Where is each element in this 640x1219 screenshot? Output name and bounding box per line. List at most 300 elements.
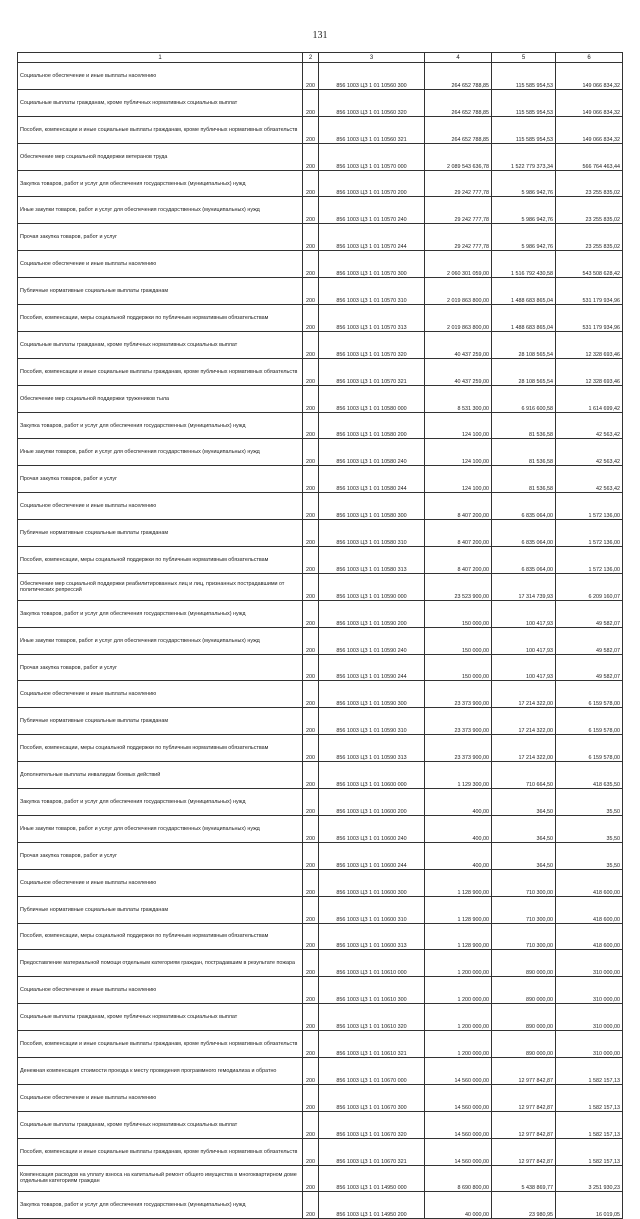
table-row bbox=[18, 1192, 623, 1219]
row-description: Социальные выплаты гражданам, кроме публичных нормативных социальных выплат bbox=[18, 1111, 303, 1138]
row-description: Компенсация расходов на уплату взноса на капитальный ремонт общего имущества в многоквартирном доме отдельным категориям граждан bbox=[18, 1165, 303, 1192]
budget-classification-code: 856 1003 ЦЗ 1 01 10610 320 bbox=[319, 1004, 425, 1031]
table-row bbox=[18, 762, 623, 789]
row-code: 200 bbox=[303, 143, 319, 170]
approved-amount: 124 100,00 bbox=[425, 412, 492, 439]
row-description: Прочая закупка товаров, работ и услуг bbox=[18, 466, 303, 493]
executed-amount: 23 980,95 bbox=[492, 1192, 556, 1219]
row-description: Закупка товаров, работ и услуг для обеспечения государственных (муниципальных) нужд bbox=[18, 170, 303, 197]
row-description: Обеспечение мер социальной поддержки ветеранов труда bbox=[18, 143, 303, 170]
row-description: Пособия, компенсации, меры социальной поддержки по публичным нормативным обязательствам bbox=[18, 305, 303, 332]
unexecuted-amount: 418 635,50 bbox=[556, 762, 623, 789]
row-code: 200 bbox=[303, 439, 319, 466]
unexecuted-amount: 42 563,42 bbox=[556, 466, 623, 493]
unexecuted-amount: 1 582 157,13 bbox=[556, 1057, 623, 1084]
budget-classification-code: 856 1003 ЦЗ 1 01 10570 313 bbox=[319, 305, 425, 332]
executed-amount: 1 488 683 865,04 bbox=[492, 305, 556, 332]
approved-amount: 29 242 777,78 bbox=[425, 170, 492, 197]
unexecuted-amount: 1 614 699,42 bbox=[556, 385, 623, 412]
row-description: Иные закупки товаров, работ и услуг для обеспечения государственных (муниципальных) нужд bbox=[18, 815, 303, 842]
budget-classification-code: 856 1003 ЦЗ 1 01 10600 300 bbox=[319, 869, 425, 896]
row-description: Пособия, компенсации, меры социальной поддержки по публичным нормативным обязательствам bbox=[18, 923, 303, 950]
row-code: 200 bbox=[303, 224, 319, 251]
header-cell-4: 4 bbox=[425, 53, 492, 63]
row-code: 200 bbox=[303, 1111, 319, 1138]
row-description: Социальные выплаты гражданам, кроме публичных нормативных социальных выплат bbox=[18, 331, 303, 358]
approved-amount: 8 407 200,00 bbox=[425, 547, 492, 574]
row-description: Закупка товаров, работ и услуг для обеспечения государственных (муниципальных) нужд bbox=[18, 600, 303, 627]
row-code: 200 bbox=[303, 735, 319, 762]
approved-amount: 264 652 788,85 bbox=[425, 63, 492, 90]
budget-classification-code: 856 1003 ЦЗ 1 01 10590 313 bbox=[319, 735, 425, 762]
row-description: Социальное обеспечение и иные выплаты населению bbox=[18, 63, 303, 90]
executed-amount: 5 438 869,77 bbox=[492, 1165, 556, 1192]
unexecuted-amount: 310 000,00 bbox=[556, 1031, 623, 1058]
table-row bbox=[18, 63, 623, 90]
row-code: 200 bbox=[303, 681, 319, 708]
table-row bbox=[18, 251, 623, 278]
executed-amount: 1 516 792 430,58 bbox=[492, 251, 556, 278]
row-code: 200 bbox=[303, 896, 319, 923]
row-description: Пособия, компенсации, меры социальной поддержки по публичным нормативным обязательствам bbox=[18, 547, 303, 574]
approved-amount: 1 200 000,00 bbox=[425, 950, 492, 977]
budget-classification-code: 856 1003 ЦЗ 1 01 10580 200 bbox=[319, 412, 425, 439]
approved-amount: 8 531 300,00 bbox=[425, 385, 492, 412]
unexecuted-amount: 1 582 157,13 bbox=[556, 1084, 623, 1111]
executed-amount: 364,50 bbox=[492, 815, 556, 842]
budget-classification-code: 856 1003 ЦЗ 1 01 10590 310 bbox=[319, 708, 425, 735]
approved-amount: 8 407 200,00 bbox=[425, 520, 492, 547]
table-row bbox=[18, 627, 623, 654]
unexecuted-amount: 1 572 136,00 bbox=[556, 520, 623, 547]
budget-classification-code: 856 1003 ЦЗ 1 01 10600 244 bbox=[319, 842, 425, 869]
approved-amount: 40 000,00 bbox=[425, 1192, 492, 1219]
approved-amount: 1 128 900,00 bbox=[425, 923, 492, 950]
budget-classification-code: 856 1003 ЦЗ 1 01 10580 000 bbox=[319, 385, 425, 412]
approved-amount: 1 200 000,00 bbox=[425, 1031, 492, 1058]
row-description: Закупка товаров, работ и услуг для обеспечения государственных (муниципальных) нужд bbox=[18, 789, 303, 816]
budget-classification-code: 856 1003 ЦЗ 1 01 10600 313 bbox=[319, 923, 425, 950]
unexecuted-amount: 35,50 bbox=[556, 842, 623, 869]
unexecuted-amount: 16 019,05 bbox=[556, 1192, 623, 1219]
row-code: 200 bbox=[303, 573, 319, 600]
budget-classification-code: 856 1003 ЦЗ 1 01 10670 321 bbox=[319, 1138, 425, 1165]
budget-classification-code: 856 1003 ЦЗ 1 01 10570 321 bbox=[319, 358, 425, 385]
budget-classification-code: 856 1003 ЦЗ 1 01 10590 000 bbox=[319, 573, 425, 600]
executed-amount: 28 108 565,54 bbox=[492, 331, 556, 358]
approved-amount: 23 373 900,00 bbox=[425, 681, 492, 708]
table-row bbox=[18, 896, 623, 923]
row-code: 200 bbox=[303, 547, 319, 574]
approved-amount: 40 437 259,00 bbox=[425, 358, 492, 385]
row-code: 200 bbox=[303, 170, 319, 197]
row-description: Иные закупки товаров, работ и услуг для обеспечения государственных (муниципальных) нужд bbox=[18, 627, 303, 654]
row-code: 200 bbox=[303, 789, 319, 816]
row-description: Пособия, компенсации и иные социальные выплаты гражданам, кроме публичных нормативных обязательств bbox=[18, 1138, 303, 1165]
budget-classification-code: 856 1003 ЦЗ 1 01 10570 200 bbox=[319, 170, 425, 197]
approved-amount: 1 200 000,00 bbox=[425, 1004, 492, 1031]
budget-classification-code: 856 1003 ЦЗ 1 01 10580 300 bbox=[319, 493, 425, 520]
executed-amount: 1 522 779 373,34 bbox=[492, 143, 556, 170]
executed-amount: 100 417,93 bbox=[492, 600, 556, 627]
unexecuted-amount: 3 251 930,23 bbox=[556, 1165, 623, 1192]
budget-classification-code: 856 1003 ЦЗ 1 01 10670 320 bbox=[319, 1111, 425, 1138]
row-code: 200 bbox=[303, 520, 319, 547]
unexecuted-amount: 418 600,00 bbox=[556, 869, 623, 896]
unexecuted-amount: 418 600,00 bbox=[556, 923, 623, 950]
table-row bbox=[18, 89, 623, 116]
row-description: Пособия, компенсации и иные социальные выплаты гражданам, кроме публичных нормативных обязательств bbox=[18, 358, 303, 385]
executed-amount: 12 977 842,87 bbox=[492, 1057, 556, 1084]
unexecuted-amount: 23 255 835,02 bbox=[556, 197, 623, 224]
table-row bbox=[18, 600, 623, 627]
row-code: 200 bbox=[303, 305, 319, 332]
row-description: Иные закупки товаров, работ и услуг для обеспечения государственных (муниципальных) нужд bbox=[18, 197, 303, 224]
table-row bbox=[18, 1084, 623, 1111]
row-code: 200 bbox=[303, 762, 319, 789]
approved-amount: 23 373 900,00 bbox=[425, 708, 492, 735]
approved-amount: 400,00 bbox=[425, 789, 492, 816]
row-code: 200 bbox=[303, 1004, 319, 1031]
row-code: 200 bbox=[303, 412, 319, 439]
budget-classification-code: 856 1003 ЦЗ 1 01 10590 244 bbox=[319, 654, 425, 681]
table-body bbox=[18, 63, 623, 1219]
unexecuted-amount: 1 582 157,13 bbox=[556, 1138, 623, 1165]
approved-amount: 23 523 900,00 bbox=[425, 573, 492, 600]
table-row bbox=[18, 547, 623, 574]
budget-classification-code: 856 1003 ЦЗ 1 01 10590 200 bbox=[319, 600, 425, 627]
executed-amount: 710 664,50 bbox=[492, 762, 556, 789]
approved-amount: 29 242 777,78 bbox=[425, 197, 492, 224]
row-description: Закупка товаров, работ и услуг для обеспечения государственных (муниципальных) нужд bbox=[18, 412, 303, 439]
approved-amount: 1 129 300,00 bbox=[425, 762, 492, 789]
table-row bbox=[18, 143, 623, 170]
table-row bbox=[18, 116, 623, 143]
table-row bbox=[18, 869, 623, 896]
approved-amount: 14 560 000,00 bbox=[425, 1111, 492, 1138]
approved-amount: 400,00 bbox=[425, 842, 492, 869]
row-description: Денежная компенсация стоимости проезда к месту проведения программного гемодиализа и обратно bbox=[18, 1057, 303, 1084]
executed-amount: 890 000,00 bbox=[492, 977, 556, 1004]
executed-amount: 12 977 842,87 bbox=[492, 1111, 556, 1138]
table-row bbox=[18, 815, 623, 842]
row-code: 200 bbox=[303, 331, 319, 358]
approved-amount: 1 200 000,00 bbox=[425, 977, 492, 1004]
table-row bbox=[18, 977, 623, 1004]
table-row bbox=[18, 735, 623, 762]
executed-amount: 17 214 322,00 bbox=[492, 681, 556, 708]
unexecuted-amount: 566 764 463,44 bbox=[556, 143, 623, 170]
executed-amount: 710 300,00 bbox=[492, 896, 556, 923]
page-number: 131 bbox=[312, 30, 328, 41]
budget-classification-code: 856 1003 ЦЗ 1 01 10580 310 bbox=[319, 520, 425, 547]
approved-amount: 124 100,00 bbox=[425, 439, 492, 466]
approved-amount: 40 437 259,00 bbox=[425, 331, 492, 358]
unexecuted-amount: 149 066 834,32 bbox=[556, 89, 623, 116]
unexecuted-amount: 6 159 578,00 bbox=[556, 735, 623, 762]
row-code: 200 bbox=[303, 708, 319, 735]
approved-amount: 150 000,00 bbox=[425, 627, 492, 654]
approved-amount: 400,00 bbox=[425, 815, 492, 842]
executed-amount: 710 300,00 bbox=[492, 869, 556, 896]
unexecuted-amount: 23 255 835,02 bbox=[556, 170, 623, 197]
row-code: 200 bbox=[303, 1165, 319, 1192]
row-code: 200 bbox=[303, 627, 319, 654]
table-row bbox=[18, 573, 623, 600]
executed-amount: 115 585 954,53 bbox=[492, 116, 556, 143]
budget-classification-code: 856 1003 ЦЗ 1 01 10610 321 bbox=[319, 1031, 425, 1058]
table-row bbox=[18, 1111, 623, 1138]
unexecuted-amount: 418 600,00 bbox=[556, 896, 623, 923]
row-code: 200 bbox=[303, 251, 319, 278]
row-description: Социальное обеспечение и иные выплаты населению bbox=[18, 493, 303, 520]
executed-amount: 12 977 842,87 bbox=[492, 1138, 556, 1165]
approved-amount: 1 128 900,00 bbox=[425, 896, 492, 923]
unexecuted-amount: 49 582,07 bbox=[556, 600, 623, 627]
row-description: Публичные нормативные социальные выплаты гражданам bbox=[18, 520, 303, 547]
table-row bbox=[18, 708, 623, 735]
table-row bbox=[18, 331, 623, 358]
approved-amount: 2 060 301 059,00 bbox=[425, 251, 492, 278]
row-code: 200 bbox=[303, 1031, 319, 1058]
budget-classification-code: 856 1003 ЦЗ 1 01 10600 310 bbox=[319, 896, 425, 923]
row-code: 200 bbox=[303, 977, 319, 1004]
executed-amount: 710 300,00 bbox=[492, 923, 556, 950]
row-code: 200 bbox=[303, 950, 319, 977]
unexecuted-amount: 543 508 628,42 bbox=[556, 251, 623, 278]
row-description: Иные закупки товаров, работ и услуг для обеспечения государственных (муниципальных) нужд bbox=[18, 439, 303, 466]
table-row bbox=[18, 681, 623, 708]
table-row bbox=[18, 1004, 623, 1031]
table-row bbox=[18, 278, 623, 305]
approved-amount: 2 019 863 800,00 bbox=[425, 278, 492, 305]
budget-classification-code: 856 1003 ЦЗ 1 01 10600 000 bbox=[319, 762, 425, 789]
unexecuted-amount: 12 328 693,46 bbox=[556, 358, 623, 385]
table-row bbox=[18, 923, 623, 950]
unexecuted-amount: 42 563,42 bbox=[556, 439, 623, 466]
table-row bbox=[18, 1165, 623, 1192]
table-row bbox=[18, 170, 623, 197]
header-cell-5: 5 bbox=[492, 53, 556, 63]
row-description: Закупка товаров, работ и услуг для обеспечения государственных (муниципальных) нужд bbox=[18, 1192, 303, 1219]
executed-amount: 6 916 600,58 bbox=[492, 385, 556, 412]
row-description: Социальное обеспечение и иные выплаты населению bbox=[18, 977, 303, 1004]
row-description: Социальное обеспечение и иные выплаты населению bbox=[18, 251, 303, 278]
unexecuted-amount: 6 159 578,00 bbox=[556, 681, 623, 708]
header-cell-6: 6 bbox=[556, 53, 623, 63]
executed-amount: 115 585 954,53 bbox=[492, 89, 556, 116]
executed-amount: 12 977 842,87 bbox=[492, 1084, 556, 1111]
executed-amount: 81 536,58 bbox=[492, 412, 556, 439]
table-row bbox=[18, 842, 623, 869]
budget-classification-code: 856 1003 ЦЗ 1 01 10590 300 bbox=[319, 681, 425, 708]
unexecuted-amount: 310 000,00 bbox=[556, 950, 623, 977]
row-code: 200 bbox=[303, 923, 319, 950]
table-row bbox=[18, 789, 623, 816]
approved-amount: 1 128 900,00 bbox=[425, 869, 492, 896]
executed-amount: 890 000,00 bbox=[492, 1031, 556, 1058]
approved-amount: 150 000,00 bbox=[425, 600, 492, 627]
row-code: 200 bbox=[303, 385, 319, 412]
unexecuted-amount: 1 582 157,13 bbox=[556, 1111, 623, 1138]
row-code: 200 bbox=[303, 654, 319, 681]
table-row bbox=[18, 493, 623, 520]
unexecuted-amount: 35,50 bbox=[556, 789, 623, 816]
unexecuted-amount: 35,50 bbox=[556, 815, 623, 842]
row-description: Прочая закупка товаров, работ и услуг bbox=[18, 654, 303, 681]
executed-amount: 6 835 064,00 bbox=[492, 547, 556, 574]
table-row bbox=[18, 305, 623, 332]
row-code: 200 bbox=[303, 1084, 319, 1111]
executed-amount: 115 585 954,53 bbox=[492, 63, 556, 90]
row-code: 200 bbox=[303, 116, 319, 143]
row-code: 200 bbox=[303, 63, 319, 90]
executed-amount: 5 986 942,76 bbox=[492, 224, 556, 251]
unexecuted-amount: 6 159 578,00 bbox=[556, 708, 623, 735]
row-description: Публичные нормативные социальные выплаты гражданам bbox=[18, 278, 303, 305]
executed-amount: 81 536,58 bbox=[492, 466, 556, 493]
budget-classification-code: 856 1003 ЦЗ 1 01 14950 000 bbox=[319, 1165, 425, 1192]
unexecuted-amount: 310 000,00 bbox=[556, 1004, 623, 1031]
budget-classification-code: 856 1003 ЦЗ 1 01 10580 313 bbox=[319, 547, 425, 574]
table-row bbox=[18, 385, 623, 412]
row-code: 200 bbox=[303, 842, 319, 869]
executed-amount: 890 000,00 bbox=[492, 950, 556, 977]
unexecuted-amount: 531 179 934,96 bbox=[556, 305, 623, 332]
row-description: Обеспечение мер социальной поддержки реабилитированных лиц и лиц, признанных пострадавшими от политических репрессий bbox=[18, 573, 303, 600]
budget-classification-code: 856 1003 ЦЗ 1 01 10610 000 bbox=[319, 950, 425, 977]
row-code: 200 bbox=[303, 358, 319, 385]
budget-table bbox=[17, 52, 623, 1219]
row-description: Социальное обеспечение и иные выплаты населению bbox=[18, 869, 303, 896]
approved-amount: 2 089 543 636,78 bbox=[425, 143, 492, 170]
row-code: 200 bbox=[303, 197, 319, 224]
budget-classification-code: 856 1003 ЦЗ 1 01 10590 240 bbox=[319, 627, 425, 654]
executed-amount: 5 986 942,76 bbox=[492, 170, 556, 197]
approved-amount: 124 100,00 bbox=[425, 466, 492, 493]
row-code: 200 bbox=[303, 278, 319, 305]
table-row bbox=[18, 224, 623, 251]
row-description: Публичные нормативные социальные выплаты гражданам bbox=[18, 896, 303, 923]
row-code: 200 bbox=[303, 815, 319, 842]
row-description: Прочая закупка товаров, работ и услуг bbox=[18, 842, 303, 869]
approved-amount: 2 019 863 800,00 bbox=[425, 305, 492, 332]
executed-amount: 364,50 bbox=[492, 842, 556, 869]
budget-classification-code: 856 1003 ЦЗ 1 01 10570 320 bbox=[319, 331, 425, 358]
budget-classification-code: 856 1003 ЦЗ 1 01 10580 240 bbox=[319, 439, 425, 466]
executed-amount: 890 000,00 bbox=[492, 1004, 556, 1031]
unexecuted-amount: 149 066 834,32 bbox=[556, 63, 623, 90]
table-row bbox=[18, 358, 623, 385]
budget-classification-code: 856 1003 ЦЗ 1 01 10670 300 bbox=[319, 1084, 425, 1111]
budget-classification-code: 856 1003 ЦЗ 1 01 14950 200 bbox=[319, 1192, 425, 1219]
executed-amount: 6 835 064,00 bbox=[492, 493, 556, 520]
budget-classification-code: 856 1003 ЦЗ 1 01 10600 200 bbox=[319, 789, 425, 816]
row-description: Социальное обеспечение и иные выплаты населению bbox=[18, 1084, 303, 1111]
budget-classification-code: 856 1003 ЦЗ 1 01 10560 300 bbox=[319, 63, 425, 90]
unexecuted-amount: 49 582,07 bbox=[556, 654, 623, 681]
table-row bbox=[18, 520, 623, 547]
executed-amount: 5 986 942,76 bbox=[492, 197, 556, 224]
table-row bbox=[18, 412, 623, 439]
row-code: 200 bbox=[303, 1138, 319, 1165]
unexecuted-amount: 1 572 136,00 bbox=[556, 493, 623, 520]
table-row bbox=[18, 654, 623, 681]
row-description: Прочая закупка товаров, работ и услуг bbox=[18, 224, 303, 251]
table-row bbox=[18, 1138, 623, 1165]
row-code: 200 bbox=[303, 493, 319, 520]
table-row bbox=[18, 197, 623, 224]
executed-amount: 100 417,93 bbox=[492, 654, 556, 681]
budget-classification-code: 856 1003 ЦЗ 1 01 10570 310 bbox=[319, 278, 425, 305]
budget-classification-code: 856 1003 ЦЗ 1 01 10560 320 bbox=[319, 89, 425, 116]
header-cell-3: 3 bbox=[319, 53, 425, 63]
unexecuted-amount: 310 000,00 bbox=[556, 977, 623, 1004]
unexecuted-amount: 23 255 835,02 bbox=[556, 224, 623, 251]
budget-classification-code: 856 1003 ЦЗ 1 01 10560 321 bbox=[319, 116, 425, 143]
unexecuted-amount: 531 179 934,96 bbox=[556, 278, 623, 305]
unexecuted-amount: 42 563,42 bbox=[556, 412, 623, 439]
row-description: Предоставление материальной помощи отдельным категориям граждан, пострадавшим в результате пожара bbox=[18, 950, 303, 977]
unexecuted-amount: 12 328 693,46 bbox=[556, 331, 623, 358]
executed-amount: 17 214 322,00 bbox=[492, 735, 556, 762]
approved-amount: 23 373 900,00 bbox=[425, 735, 492, 762]
approved-amount: 14 560 000,00 bbox=[425, 1057, 492, 1084]
row-description: Публичные нормативные социальные выплаты гражданам bbox=[18, 708, 303, 735]
table-row bbox=[18, 466, 623, 493]
approved-amount: 14 560 000,00 bbox=[425, 1138, 492, 1165]
row-code: 200 bbox=[303, 1192, 319, 1219]
row-description: Пособия, компенсации и иные социальные выплаты гражданам, кроме публичных нормативных обязательств bbox=[18, 116, 303, 143]
unexecuted-amount: 49 582,07 bbox=[556, 627, 623, 654]
row-code: 200 bbox=[303, 869, 319, 896]
approved-amount: 8 690 800,00 bbox=[425, 1165, 492, 1192]
row-code: 200 bbox=[303, 600, 319, 627]
row-code: 200 bbox=[303, 89, 319, 116]
approved-amount: 264 652 788,85 bbox=[425, 89, 492, 116]
row-description: Пособия, компенсации и иные социальные выплаты гражданам, кроме публичных нормативных обязательств bbox=[18, 1031, 303, 1058]
budget-classification-code: 856 1003 ЦЗ 1 01 10580 244 bbox=[319, 466, 425, 493]
table-row bbox=[18, 439, 623, 466]
budget-classification-code: 856 1003 ЦЗ 1 01 10570 240 bbox=[319, 197, 425, 224]
approved-amount: 150 000,00 bbox=[425, 654, 492, 681]
row-description: Обеспечение мер социальной поддержки тружеников тыла bbox=[18, 385, 303, 412]
approved-amount: 8 407 200,00 bbox=[425, 493, 492, 520]
unexecuted-amount: 6 209 160,07 bbox=[556, 573, 623, 600]
executed-amount: 364,50 bbox=[492, 789, 556, 816]
table-row bbox=[18, 1057, 623, 1084]
budget-classification-code: 856 1003 ЦЗ 1 01 10570 244 bbox=[319, 224, 425, 251]
executed-amount: 81 536,58 bbox=[492, 439, 556, 466]
row-description: Социальные выплаты гражданам, кроме публичных нормативных социальных выплат bbox=[18, 89, 303, 116]
executed-amount: 6 835 064,00 bbox=[492, 520, 556, 547]
executed-amount: 1 488 683 865,04 bbox=[492, 278, 556, 305]
executed-amount: 17 314 739,93 bbox=[492, 573, 556, 600]
row-code: 200 bbox=[303, 1057, 319, 1084]
row-description: Пособия, компенсации, меры социальной поддержки по публичным нормативным обязательствам bbox=[18, 735, 303, 762]
header-cell-2: 2 bbox=[303, 53, 319, 63]
approved-amount: 14 560 000,00 bbox=[425, 1084, 492, 1111]
budget-classification-code: 856 1003 ЦЗ 1 01 10670 000 bbox=[319, 1057, 425, 1084]
unexecuted-amount: 149 066 834,32 bbox=[556, 116, 623, 143]
budget-classification-code: 856 1003 ЦЗ 1 01 10570 000 bbox=[319, 143, 425, 170]
budget-classification-code: 856 1003 ЦЗ 1 01 10570 300 bbox=[319, 251, 425, 278]
row-description: Дополнительные выплаты инвалидам боевых действий bbox=[18, 762, 303, 789]
budget-classification-code: 856 1003 ЦЗ 1 01 10610 300 bbox=[319, 977, 425, 1004]
approved-amount: 29 242 777,78 bbox=[425, 224, 492, 251]
header-cell-1: 1 bbox=[18, 53, 303, 63]
executed-amount: 28 108 565,54 bbox=[492, 358, 556, 385]
